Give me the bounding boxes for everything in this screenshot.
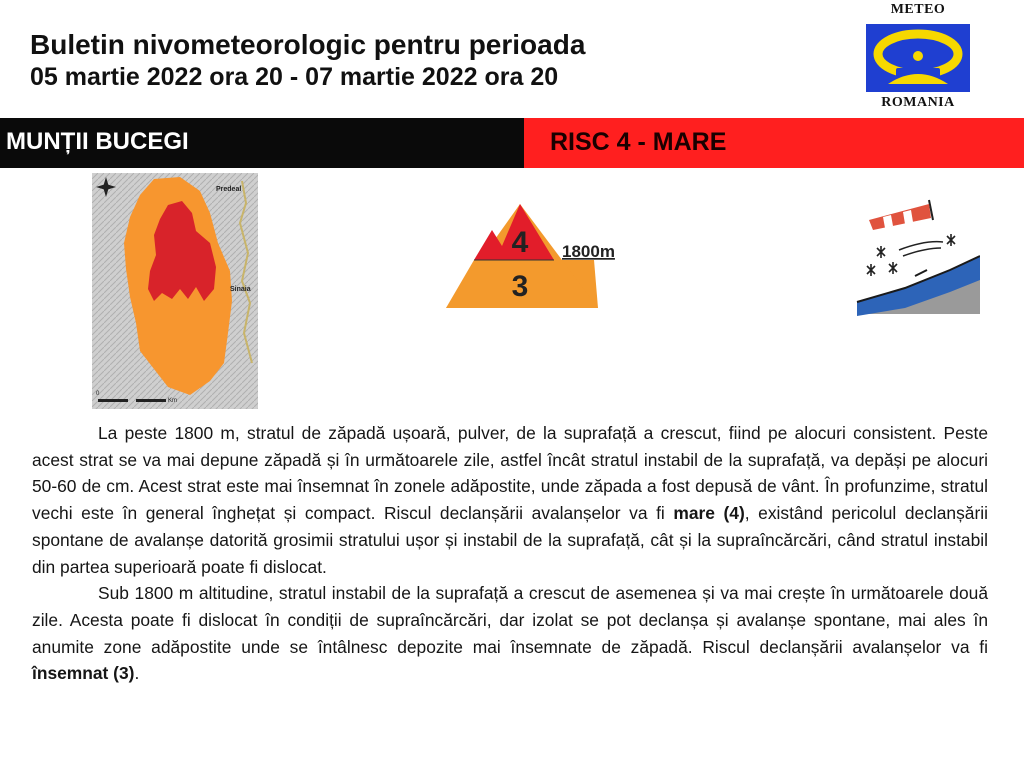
risk-map	[92, 173, 258, 409]
body-paragraph-2-text-a: Sub 1800 m altitudine, stratul instabil de la suprafață a crescut de asemenea și va mai crește în următoarele două zile. Acesta poate fi dislocat în condiții de supraîncărcări, dar izolat se pot declanșa și avalanșe spontane, mai ales în anumite zone adăpostite unde se întâlnesc depozite mai însemnate de zăpadă. Riscul declanșării avalanșelor va fi	[32, 583, 988, 657]
body-paragraph-1-text-b: , existând pericolul declanșării spontane de avalanșe datorită grosimii stratului ușor și instabil de la suprafață, cât și la supraîncărcări, când stratul instabil din partea superioară poate fi dislocat.	[32, 503, 988, 577]
map-scale-zero: 0	[96, 391, 100, 397]
bulletin-body	[32, 420, 988, 687]
map-label-sinaia: Sinaia	[230, 286, 251, 293]
risk-mare-emphasis: mare (4)	[673, 503, 745, 524]
pyramid-lower-level: 3	[511, 270, 529, 303]
altitude-risk-pyramid	[440, 200, 640, 312]
meteo-romania-logo	[864, 2, 972, 112]
body-paragraph-2-text-b: .	[134, 663, 140, 684]
logo-emblem-icon	[866, 24, 970, 92]
bulletin-title	[30, 28, 850, 92]
windsock-snow-drift-icon	[855, 196, 980, 316]
risk-level: RISC 4 - MARE	[550, 128, 727, 156]
body-paragraph-1-text-a: La peste 1800 m, stratul de zăpadă ușoară, pulver, de la suprafață a crescut, fiind pe alocuri consistent. Peste acest strat se va mai depune zăpadă și în următoarele zile, astfel încât stratul instabil de la suprafață, va depăși pe alocuri 50-60 de cm. Acest strat este mai însemnat în zonele adăpostite, unde zăpada a fost depusă de vânt. În profunzime, stratul vechi este în general înghețat și compact. Riscul declanșării avalanșelor va fi	[32, 423, 988, 524]
pyramid-upper-level: 4	[511, 226, 529, 259]
risk-bar	[524, 118, 1024, 168]
map-label-predeal: Predeal	[216, 186, 242, 193]
bulletin-title-line1: Buletin nivometeorologic pentru perioada	[30, 29, 586, 60]
map-scale-unit: Km	[168, 398, 177, 404]
risk-insemnat-emphasis: însemnat (3)	[32, 663, 135, 684]
body-paragraph-below-1800	[32, 580, 988, 687]
region-name: MUNȚII BUCEGI	[6, 128, 189, 155]
body-paragraph-above-1800	[32, 420, 988, 580]
pyramid-altitude-label: 1800m	[562, 242, 615, 261]
logo-bottom-text: ROMANIA	[881, 95, 955, 110]
bulletin-period: 05 martie 2022 ora 20 - 07 martie 2022 ora 20	[30, 63, 559, 91]
region-bar	[0, 118, 524, 168]
logo-top-text: METEO	[890, 2, 946, 17]
